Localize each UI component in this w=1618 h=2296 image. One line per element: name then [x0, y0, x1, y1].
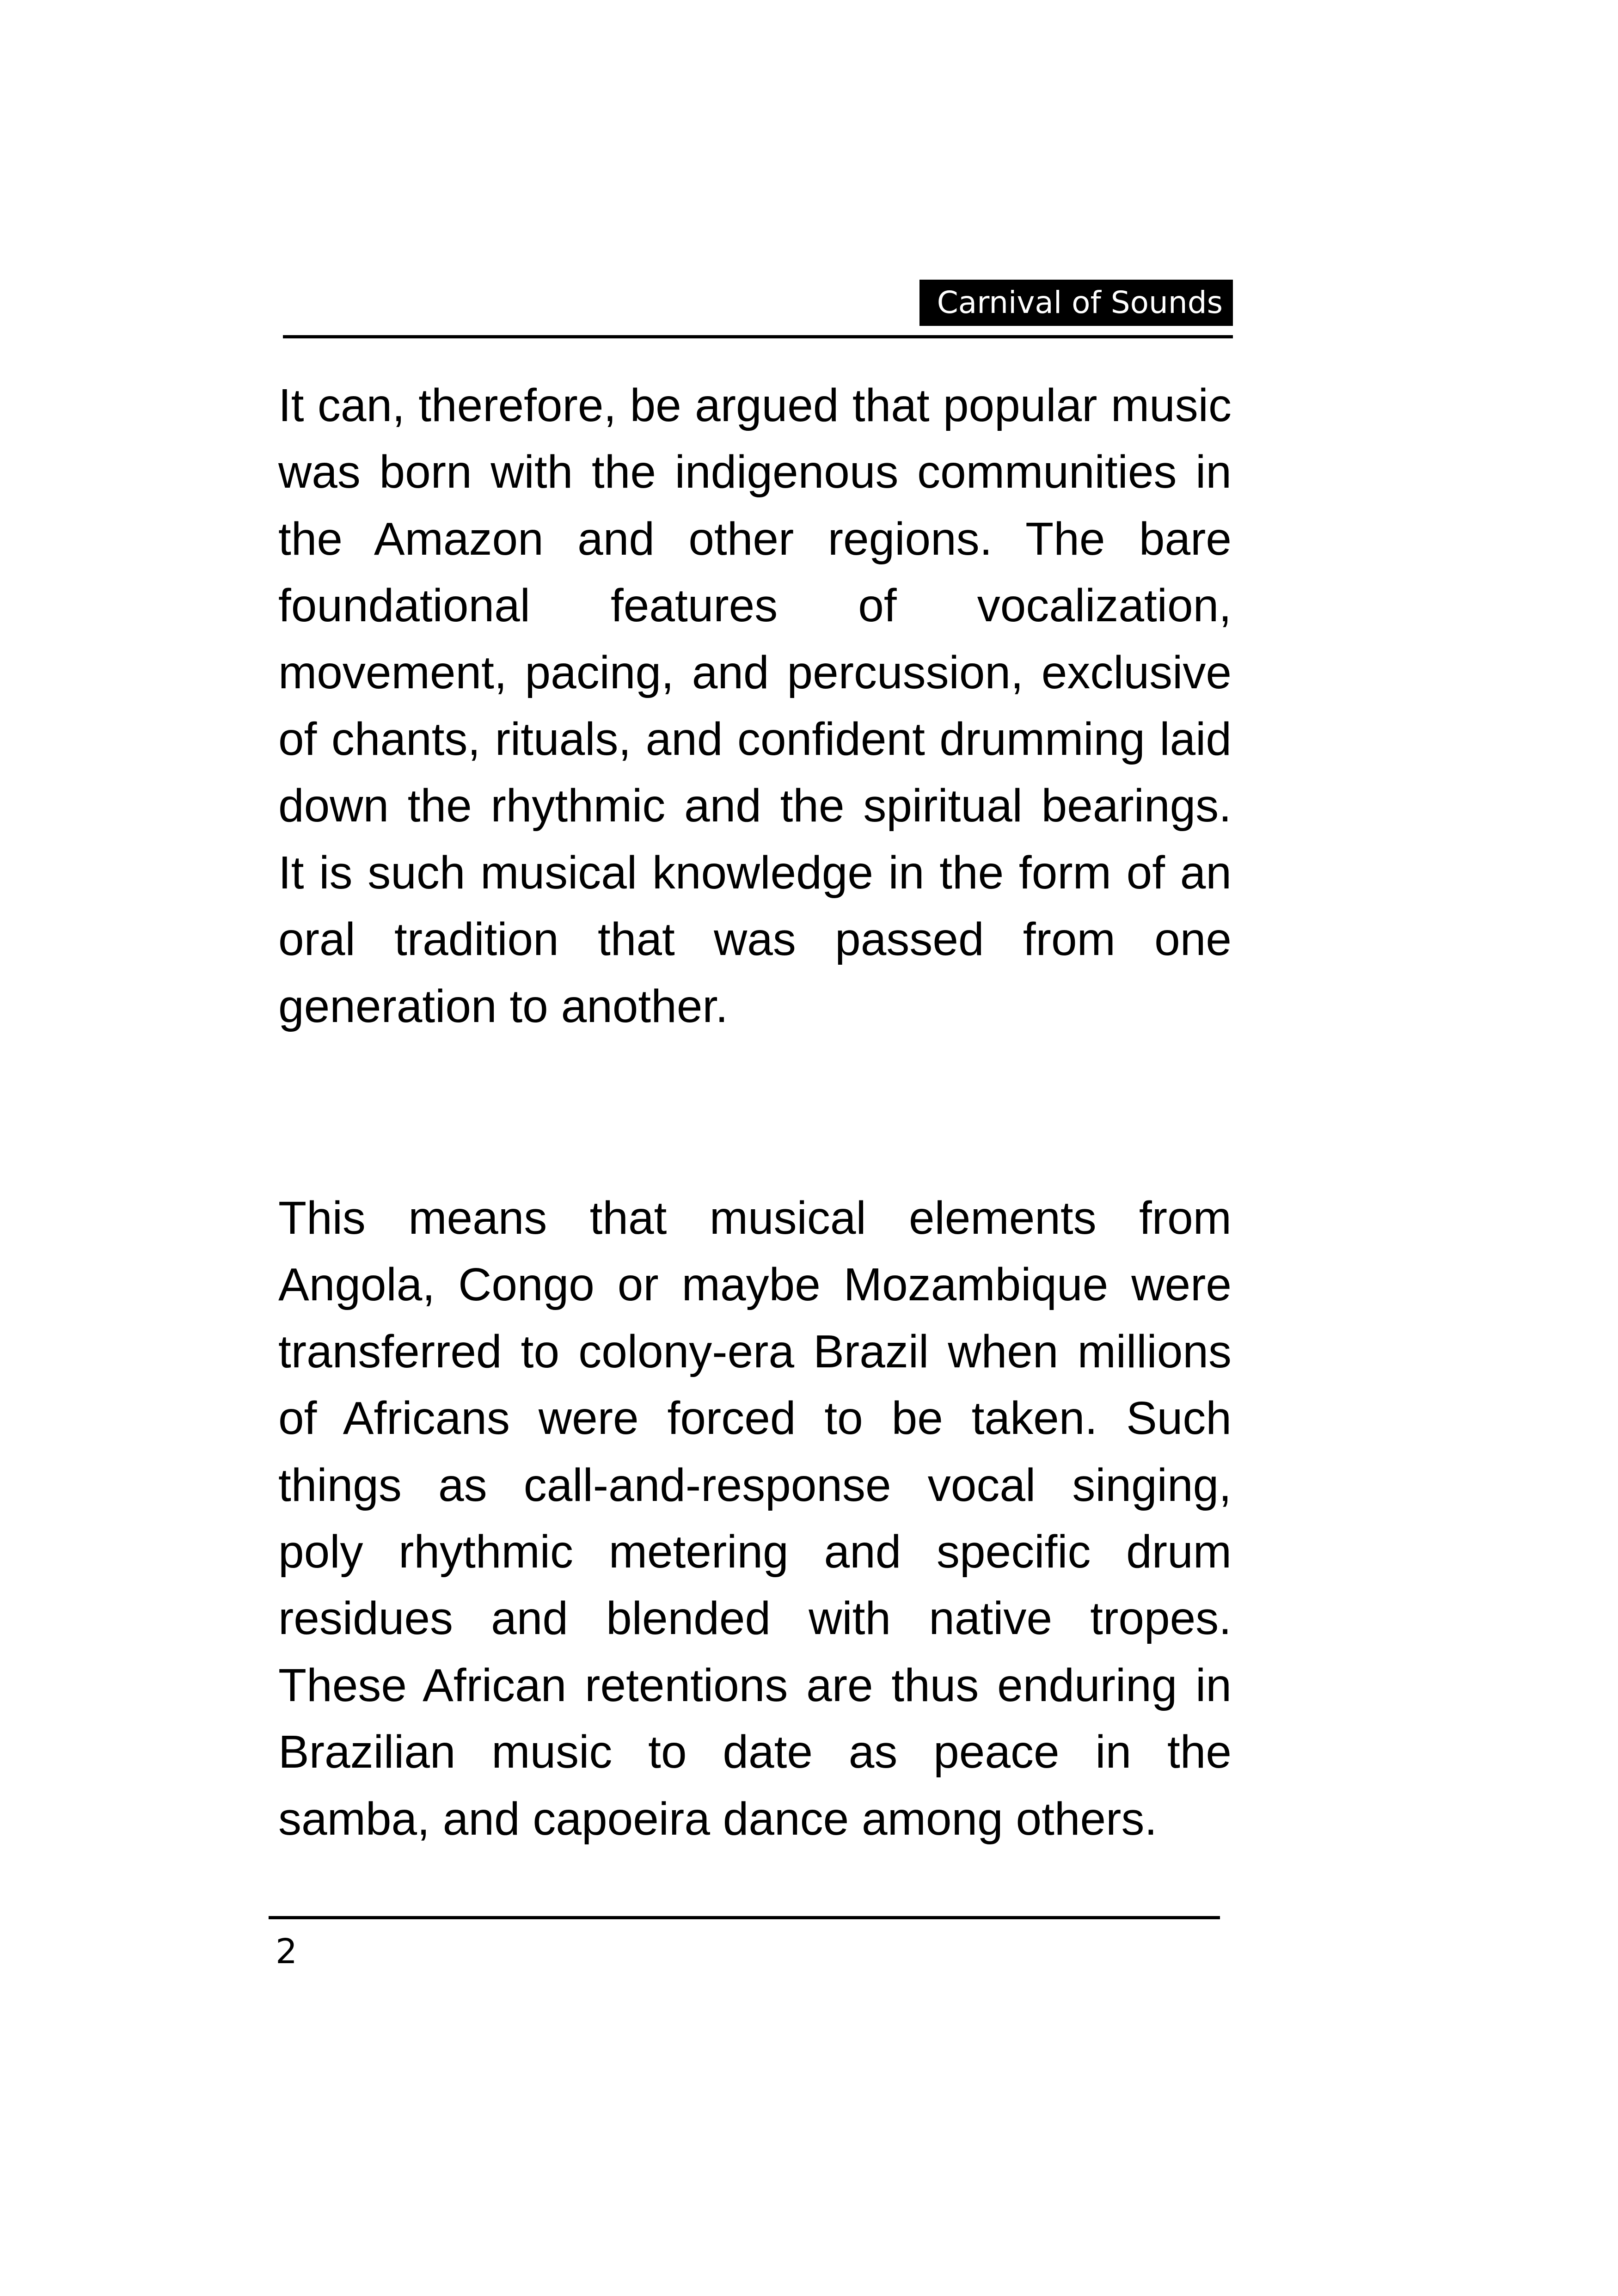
paragraph-line: These African retentions are thus enduring in	[278, 1659, 1232, 1711]
paragraph-line: transferred to colony-era Brazil when millions	[278, 1325, 1232, 1378]
paragraph-line: It can, therefore, be argued that popular music	[278, 380, 1232, 431]
running-header-title: Carnival of Sounds	[919, 280, 1233, 326]
paragraph-line: things as call-and-response vocal singing,	[278, 1459, 1232, 1511]
paragraph-line: Angola, Congo or maybe Mozambique were	[278, 1259, 1232, 1311]
paragraph-line: oral tradition that was passed from one	[278, 913, 1232, 966]
paragraph-line: movement, pacing, and percussion, exclusive	[278, 646, 1232, 698]
paragraph-line: down the rhythmic and the spiritual bearings.	[278, 780, 1232, 832]
paragraph-line: poly rhythmic metering and specific drum	[278, 1525, 1232, 1578]
paragraph-line: samba, and capoeira dance among others.	[278, 1793, 1158, 1845]
page-number: 2	[276, 1932, 298, 1971]
paragraph-line: residues and blended with native tropes.	[278, 1592, 1232, 1645]
paragraph-line: generation to another.	[278, 980, 728, 1032]
header-rule	[283, 335, 1233, 338]
paragraph-2	[278, 1185, 1232, 1852]
paragraph-line: of Africans were forced to be taken. Such	[278, 1392, 1232, 1445]
paragraph-line: was born with the indigenous communities in	[278, 446, 1232, 498]
paragraph-line: Brazilian music to date as peace in the	[278, 1726, 1232, 1778]
paragraph-line: foundational features of vocalization,	[278, 580, 1232, 632]
paragraph-line: the Amazon and other regions. The bare	[278, 513, 1232, 565]
footer-rule	[269, 1916, 1220, 1919]
paragraph-line: of chants, rituals, and confident drumming laid	[278, 713, 1232, 765]
paragraph-line: This means that musical elements from	[278, 1192, 1232, 1244]
paragraph-line: It is such musical knowledge in the form of an	[278, 846, 1232, 899]
paragraph-1	[278, 372, 1232, 1040]
